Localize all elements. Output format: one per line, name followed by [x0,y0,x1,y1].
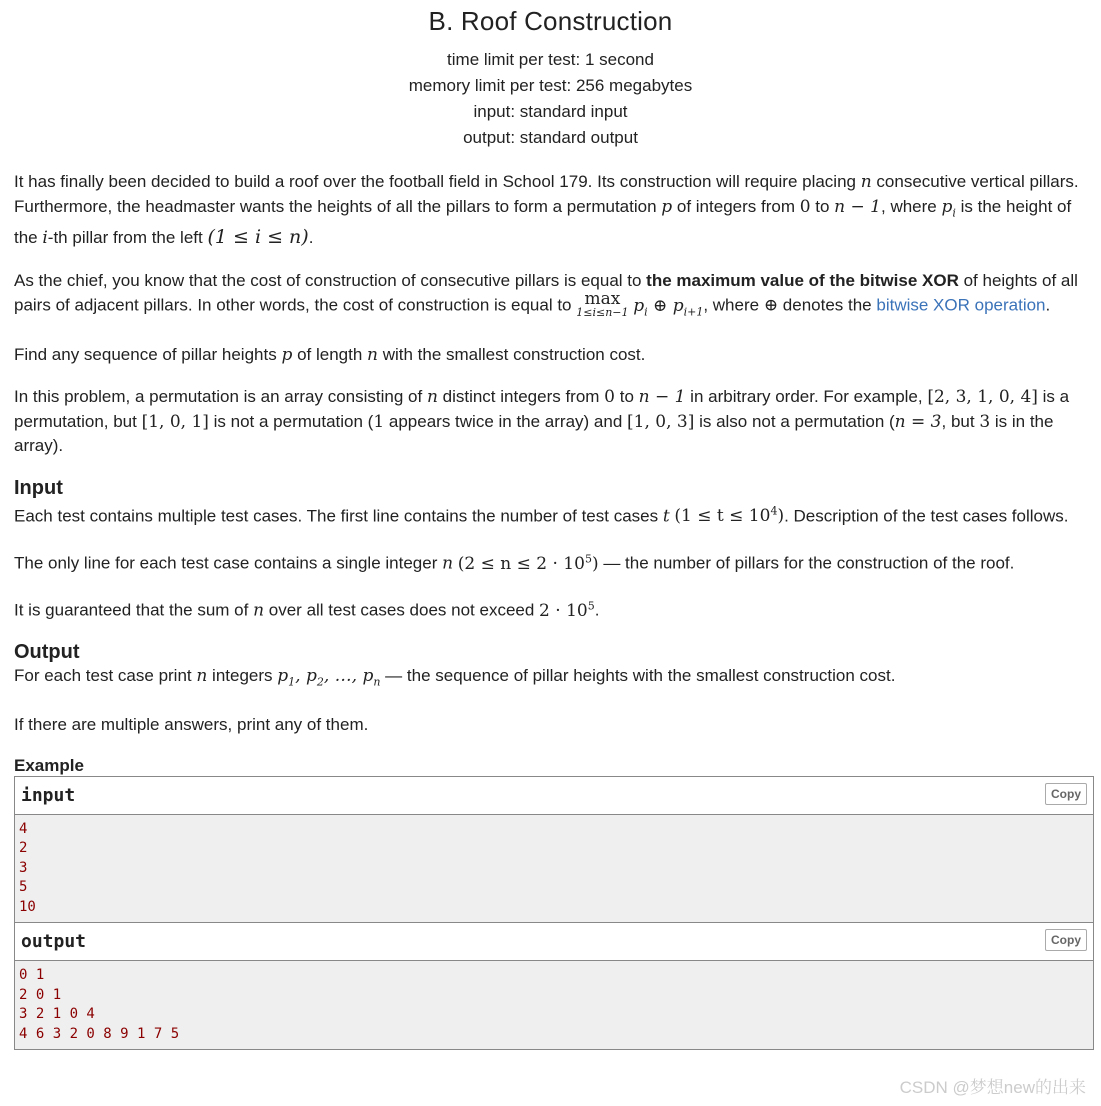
example-input-box [14,776,1094,924]
example-output-text: 0 1 2 0 1 3 2 1 0 4 4 6 3 2 0 8 9 1 7 5 [19,967,180,1042]
statement-paragraph-2: As the chief, you know that the cost of construction of consecutive pillars is equal to the maximum value of the bitwise XOR of heights of all pairs of adjacent pillars. In other words, the cost of construction is equal to max 1≤i≤n−1 $p_i$ ⊕ $p_{i+1}$, where ⊕ denotes the bitwise XOR operation. [14,270,1078,320]
output-paragraph-2: If there are multiple answers, print any of them. [14,715,369,735]
output-spec: output: standard output [463,128,638,147]
output-paragraph-1: For each test case print n integers $p_1$, $p_2$, …, $p_n$ — the sequence of pillar heights with the smallest construction cost. [14,666,896,689]
copy-input-button[interactable]: Copy [1045,783,1087,805]
example-output-box [14,923,1094,1050]
problem-statement [0,170,1101,1050]
example-output-label: output [21,931,87,953]
problem-header [0,6,1101,151]
statement-paragraph-1: It has finally been decided to build a roof over the football field in School 179. Its construction will require placing n consecutive vertical pillars. Furthermore, the headmaster wants the heights of all the pillars to form a permutation p of integers from 0 to n − 1, where $p_i$ is the height of the i-th pillar from the left (1 ≤ i ≤ n). [14,172,1079,249]
problem-title: B. Roof Construction [428,6,673,36]
statement-paragraph-4: In this problem, a permutation is an array consisting of n distinct integers from 0 to n − 1 in arbitrary order. For example, [2, 3, 1, 0, 4] is a permutation, but [1, 0, 1] is not a permutation (1 appears twice in the array) and [1, 0, 3] is also not a permutation (n = 3, but 3 is in the array). [14,387,1070,456]
example-heading: Example [14,755,84,775]
input-spec: input: standard input [473,102,628,121]
input-paragraph-3: It is guaranteed that the sum of n over all test cases does not exceed $2 \cdot 10^5$. [14,599,600,621]
input-heading: Input [14,476,63,499]
input-paragraph-2: The only line for each test case contains a single integer n $(2 \le n \le 2 \cdot 10^5)$ — the number of pillars for the construction of the roof. [14,551,1015,574]
statement-paragraph-3: Find any sequence of pillar heights p of length n with the smallest construction cost. [14,344,646,365]
example-input-text: 4 2 3 5 10 [19,820,36,915]
time-limit: time limit per test: 1 second [447,50,654,69]
max-operator: max 1≤i≤n−1 [576,289,629,320]
copy-output-button[interactable]: Copy [1045,929,1087,951]
example-input-label: input [21,784,76,806]
input-paragraph-1: Each test contains multiple test cases. The first line contains the number of test cases t $(1 \le t \le 10^4)$. Description of the test cases follows. [14,504,1069,527]
output-heading: Output [14,641,80,664]
memory-limit: memory limit per test: 256 megabytes [408,76,693,95]
watermark: CSDN @梦想new的出来 [899,1078,1086,1097]
bitwise-xor-link[interactable]: bitwise XOR operation [876,295,1046,315]
